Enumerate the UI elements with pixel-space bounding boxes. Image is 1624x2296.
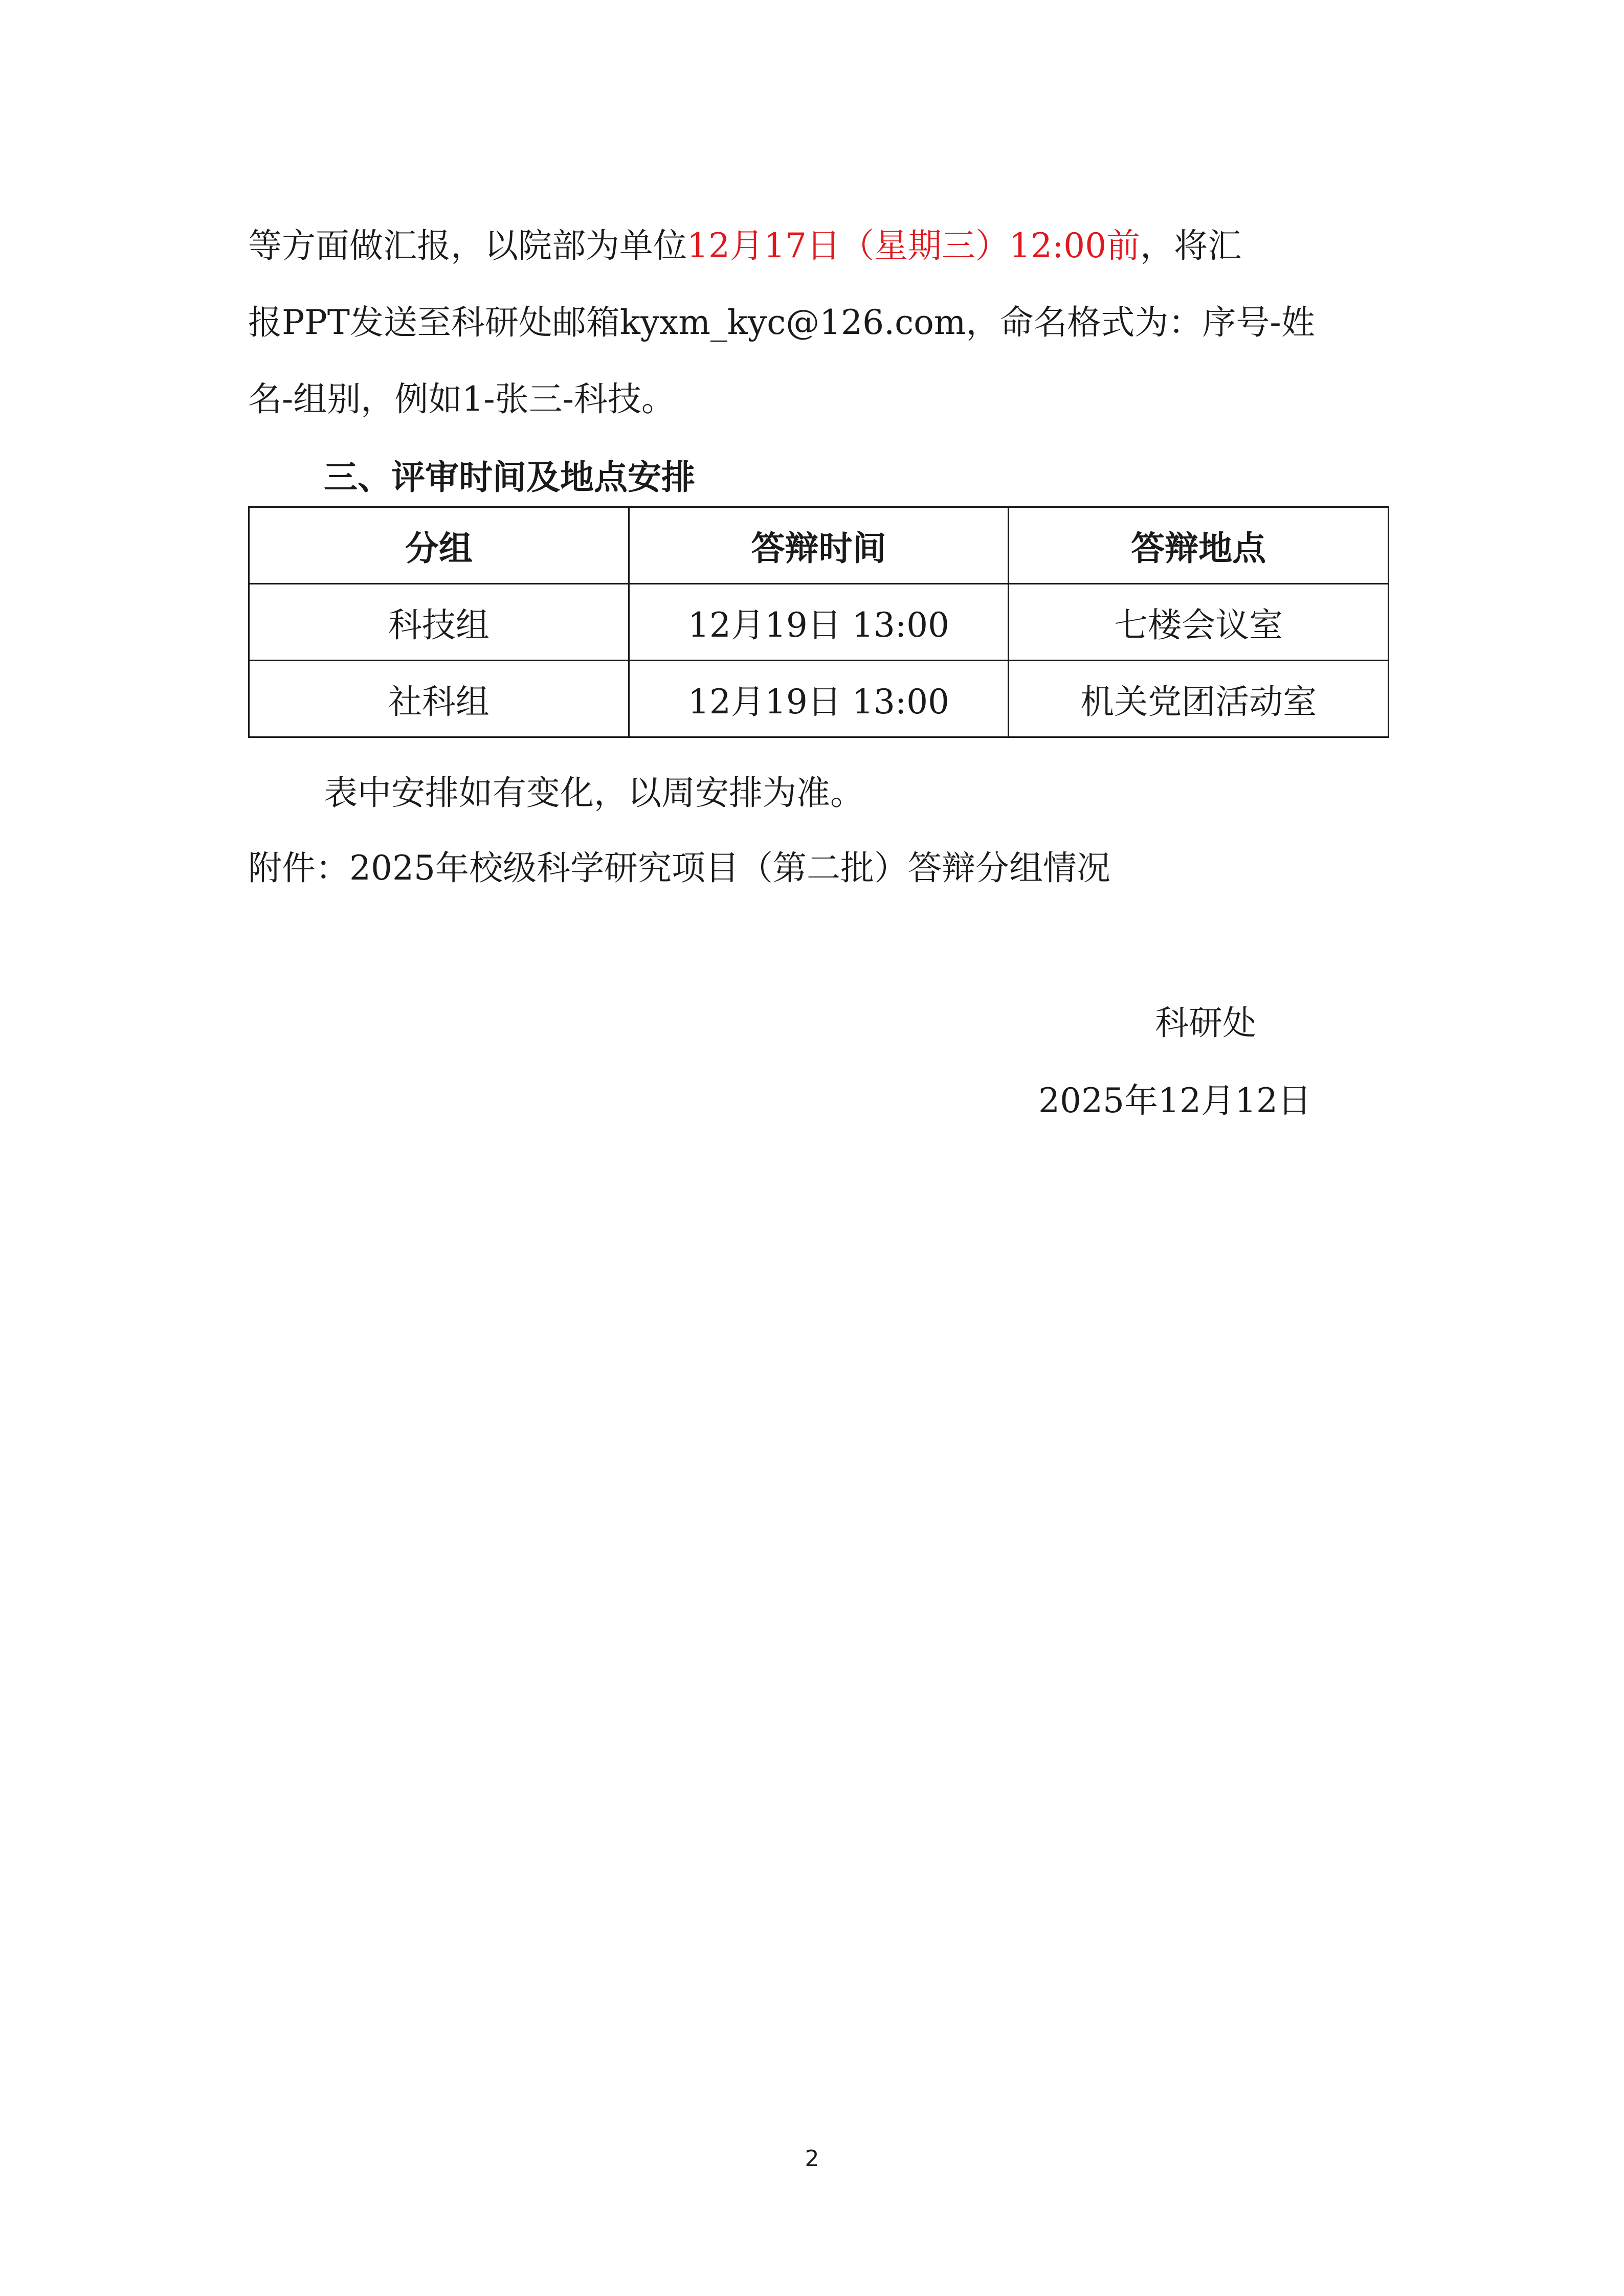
table-header-row bbox=[249, 507, 1389, 584]
paragraph-line-2: 报PPT发送至科研处邮箱kyxm_kyc@126.com，命名格式为：序号-姓 bbox=[248, 303, 1315, 342]
paragraph-line-3: 名-组别，例如1-张三-科技。 bbox=[248, 379, 675, 419]
table-cell-time: 12月19日 13:00 bbox=[629, 661, 1009, 737]
table-note: 表中安排如有变化，以周安排为准。 bbox=[324, 773, 864, 813]
table-cell-location: 机关党团活动室 bbox=[1009, 661, 1389, 737]
table-header-cell: 答辩时间 bbox=[629, 507, 1009, 584]
table-cell-location: 七楼会议室 bbox=[1009, 584, 1389, 661]
table-header-cell: 分组 bbox=[249, 507, 629, 584]
signature-date: 2025年12月12日 bbox=[1038, 1081, 1311, 1120]
table-cell-group: 科技组 bbox=[249, 584, 629, 661]
section-heading: 三、评审时间及地点安排 bbox=[324, 457, 695, 497]
attachment-line: 附件：2025年校级科学研究项目（第二批）答辩分组情况 bbox=[248, 848, 1110, 888]
paragraph-text: 等方面做汇报，以院部为单位 bbox=[248, 226, 687, 265]
paragraph-text: ，将汇 bbox=[1140, 226, 1242, 265]
deadline-highlight: 12月17日（星期三）12:00前 bbox=[687, 226, 1141, 265]
table-cell-group: 社科组 bbox=[249, 661, 629, 737]
page-number: 2 bbox=[805, 2146, 819, 2172]
table-cell-time: 12月19日 13:00 bbox=[629, 584, 1009, 661]
signature-org: 科研处 bbox=[1155, 1003, 1256, 1043]
table-row bbox=[249, 584, 1389, 661]
table-row bbox=[249, 661, 1389, 737]
schedule-table bbox=[248, 506, 1389, 738]
table-header-cell: 答辩地点 bbox=[1009, 507, 1389, 584]
paragraph-line-1 bbox=[248, 226, 1242, 265]
